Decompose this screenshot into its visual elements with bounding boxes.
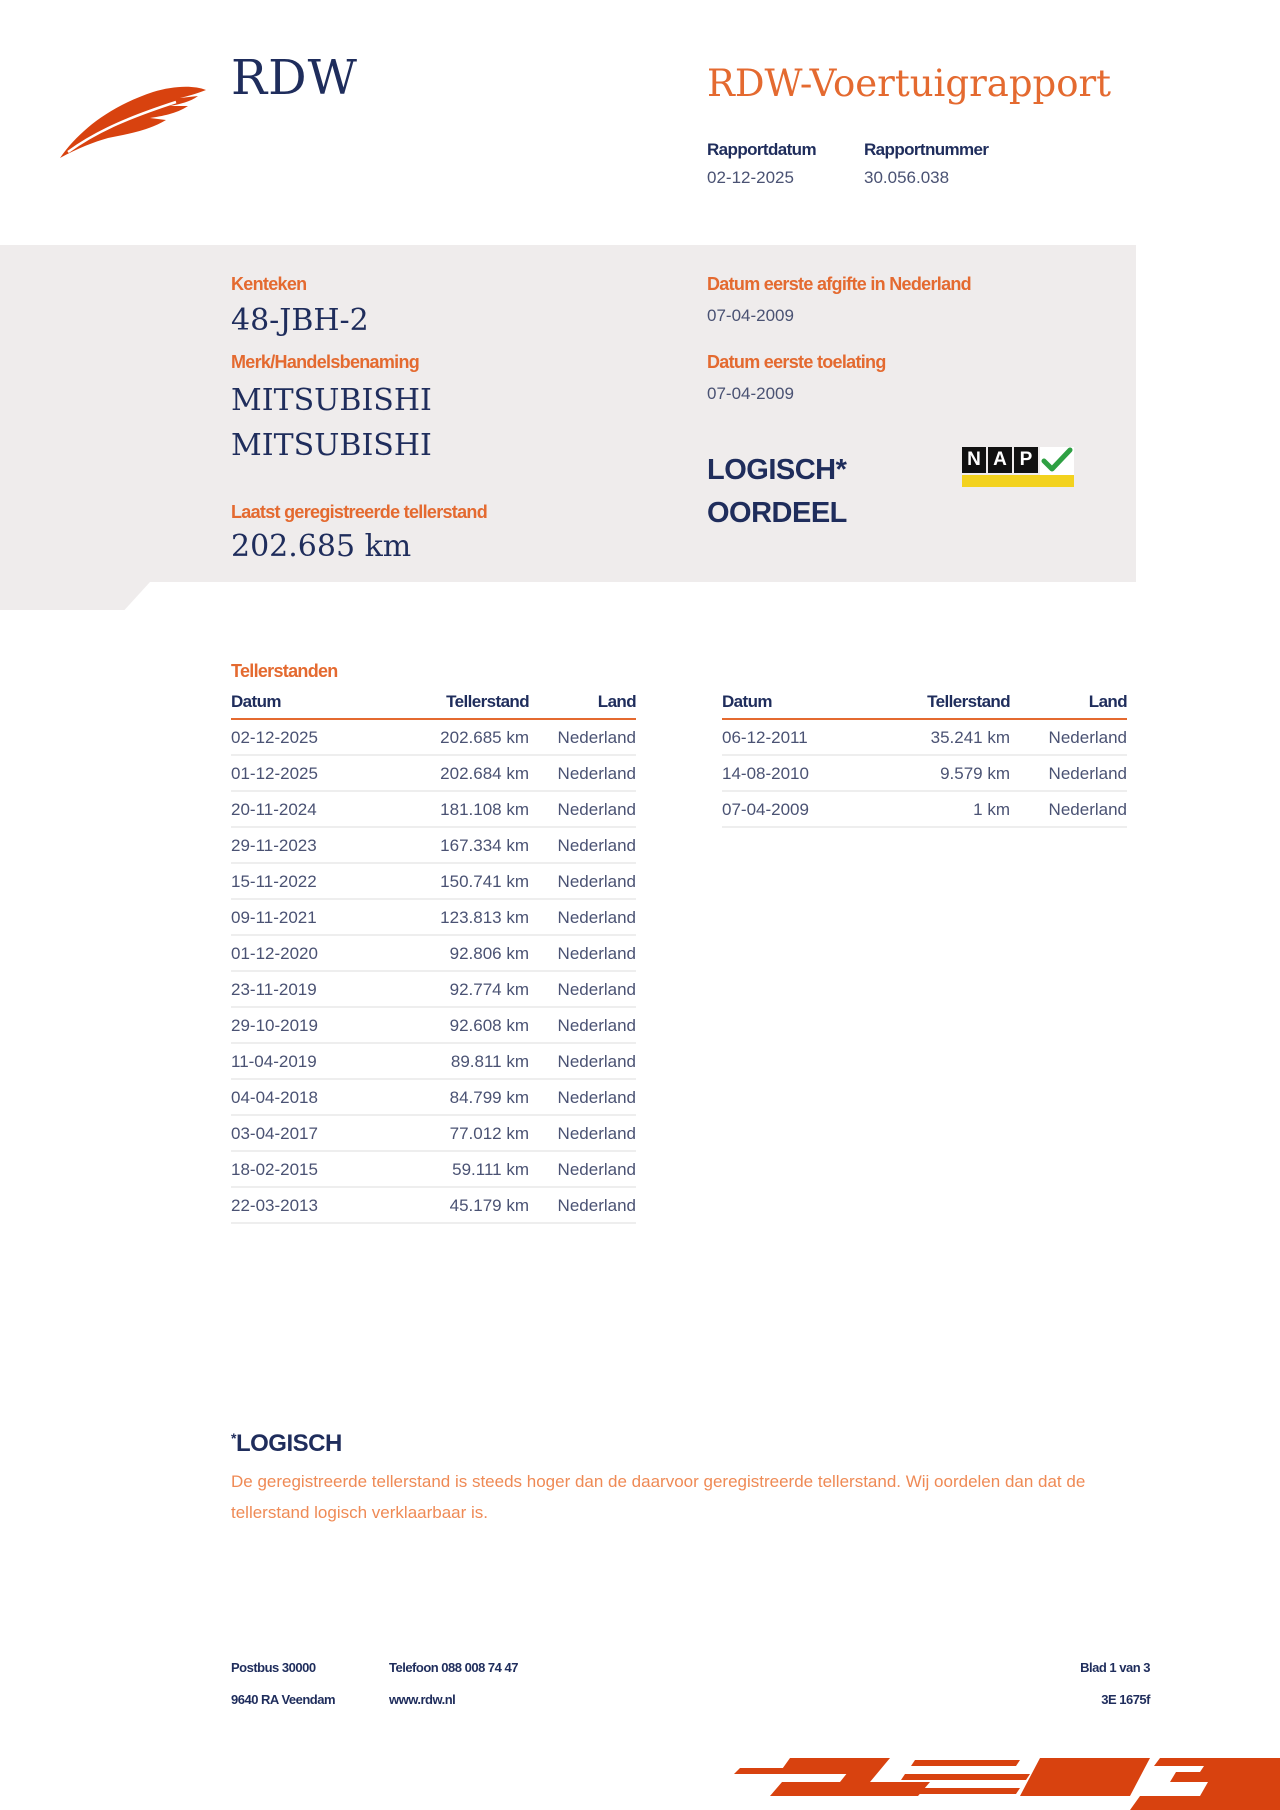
brand-name: RDW (231, 50, 358, 106)
reading-country: Nederland (529, 827, 636, 863)
table-row (231, 935, 636, 971)
reading-date: 22-03-2013 (231, 1187, 381, 1223)
reading-date: 11-04-2019 (231, 1043, 381, 1079)
table-row (231, 1007, 636, 1043)
reading-date: 04-04-2018 (231, 1079, 381, 1115)
first-admission-value: 07-04-2009 (707, 384, 794, 403)
table-row (231, 863, 636, 899)
readings-table-right (722, 692, 1127, 828)
reading-country: Nederland (529, 1115, 636, 1151)
reading-country: Nederland (529, 935, 636, 971)
table-row (722, 791, 1127, 827)
reading-odometer: 181.108 km (381, 791, 529, 827)
reading-country: Nederland (529, 1079, 636, 1115)
odometer-label: Laatst geregistreerde tellerstand (231, 502, 488, 522)
reading-odometer: 59.111 km (381, 1151, 529, 1187)
readings-heading: Tellerstanden (231, 661, 338, 681)
reading-country: Nederland (1010, 755, 1127, 791)
nap-letter-n: N (962, 447, 986, 473)
reading-odometer: 45.179 km (381, 1187, 529, 1223)
verdict-line1: LOGISCH* (707, 454, 847, 486)
odometer-value: 202.685 km (231, 529, 412, 564)
table-row (722, 719, 1127, 755)
vehicle-summary-panel (0, 245, 1136, 582)
footer-postcode-city: 9640 RA Veendam (231, 1692, 336, 1707)
reading-country: Nederland (529, 1007, 636, 1043)
rdw-logo-icon (58, 82, 208, 162)
col-date: Datum (722, 692, 872, 719)
reading-date: 07-04-2009 (722, 791, 872, 827)
panel-notch (0, 582, 150, 610)
first-issue-nl-value: 07-04-2009 (707, 306, 794, 325)
footer-phone: Telefoon 088 008 74 47 (389, 1660, 518, 1675)
plate-label: Kenteken (231, 274, 307, 294)
reading-date: 29-10-2019 (231, 1007, 381, 1043)
reading-odometer: 89.811 km (381, 1043, 529, 1079)
plate-value: 48-JBH-2 (231, 303, 369, 338)
reading-date: 20-11-2024 (231, 791, 381, 827)
table-row (231, 1115, 636, 1151)
report-number: 30.056.038 (864, 168, 950, 187)
trade-name-value: MITSUBISHI (231, 428, 432, 463)
reading-odometer: 92.608 km (381, 1007, 529, 1043)
note-title (231, 1430, 342, 1458)
report-number-label: Rapportnummer (864, 140, 989, 159)
report-title: RDW-Voertuigrapport (707, 62, 1112, 105)
reading-country: Nederland (529, 863, 636, 899)
table-row (231, 791, 636, 827)
nap-letter-p: P (1014, 447, 1038, 473)
table-row (231, 1187, 636, 1223)
footer-page: Blad 1 van 3 (1080, 1660, 1150, 1675)
reading-date: 15-11-2022 (231, 863, 381, 899)
reading-date: 01-12-2020 (231, 935, 381, 971)
reading-country: Nederland (529, 899, 636, 935)
col-country: Land (529, 692, 636, 719)
decorative-stripes-icon (730, 1752, 1280, 1810)
table-row (231, 827, 636, 863)
reading-odometer: 92.806 km (381, 935, 529, 971)
col-country: Land (1010, 692, 1127, 719)
col-date: Datum (231, 692, 381, 719)
reading-date: 03-04-2017 (231, 1115, 381, 1151)
reading-odometer: 202.685 km (381, 719, 529, 755)
col-odometer: Tellerstand (381, 692, 529, 719)
reading-odometer: 123.813 km (381, 899, 529, 935)
nap-badge (962, 447, 1074, 489)
reading-odometer: 35.241 km (872, 719, 1010, 755)
nap-check-icon (1040, 447, 1074, 475)
first-admission-label: Datum eerste toelating (707, 352, 886, 372)
make-value: MITSUBISHI (231, 383, 432, 418)
reading-date: 06-12-2011 (722, 719, 872, 755)
table-row (231, 1079, 636, 1115)
first-issue-nl-label: Datum eerste afgifte in Nederland (707, 274, 971, 294)
table-row (231, 899, 636, 935)
make-label: Merk/Handelsbenaming (231, 352, 420, 372)
note-marker: * (231, 1430, 236, 1446)
report-date: 02-12-2025 (707, 168, 794, 187)
reading-odometer: 167.334 km (381, 827, 529, 863)
table-row (722, 755, 1127, 791)
reading-country: Nederland (529, 755, 636, 791)
reading-country: Nederland (529, 1043, 636, 1079)
col-odometer: Tellerstand (872, 692, 1010, 719)
reading-country: Nederland (529, 971, 636, 1007)
note-title-text: LOGISCH (235, 1430, 342, 1457)
note-text: De geregistreerde tellerstand is steeds hoger dan de daarvoor geregistreerde tellerstand. Wij oordelen dan dat de tellerstand logisch verklaarbaar is. (231, 1472, 1086, 1522)
footer-code: 3E 1675f (1101, 1692, 1150, 1707)
verdict-line2: OORDEEL (707, 497, 847, 529)
reading-odometer: 150.741 km (381, 863, 529, 899)
reading-date: 09-11-2021 (231, 899, 381, 935)
table-row (231, 1151, 636, 1187)
report-date-label: Rapportdatum (707, 140, 816, 159)
reading-date: 18-02-2015 (231, 1151, 381, 1187)
reading-odometer: 84.799 km (381, 1079, 529, 1115)
reading-odometer: 9.579 km (872, 755, 1010, 791)
reading-country: Nederland (529, 719, 636, 755)
reading-date: 02-12-2025 (231, 719, 381, 755)
reading-country: Nederland (529, 1187, 636, 1223)
nap-bar (962, 475, 1074, 487)
reading-odometer: 77.012 km (381, 1115, 529, 1151)
reading-country: Nederland (1010, 719, 1127, 755)
nap-letter-a: A (988, 447, 1012, 473)
reading-odometer: 202.684 km (381, 755, 529, 791)
table-row (231, 719, 636, 755)
footer-po-box: Postbus 30000 (231, 1660, 316, 1675)
footer-website[interactable]: www.rdw.nl (389, 1692, 456, 1707)
reading-odometer: 92.774 km (381, 971, 529, 1007)
reading-date: 01-12-2025 (231, 755, 381, 791)
reading-country: Nederland (1010, 791, 1127, 827)
reading-country: Nederland (529, 791, 636, 827)
readings-table-left (231, 692, 636, 1224)
table-row (231, 755, 636, 791)
reading-date: 29-11-2023 (231, 827, 381, 863)
reading-odometer: 1 km (872, 791, 1010, 827)
reading-date: 23-11-2019 (231, 971, 381, 1007)
reading-date: 14-08-2010 (722, 755, 872, 791)
table-row (231, 1043, 636, 1079)
table-row (231, 971, 636, 1007)
reading-country: Nederland (529, 1151, 636, 1187)
